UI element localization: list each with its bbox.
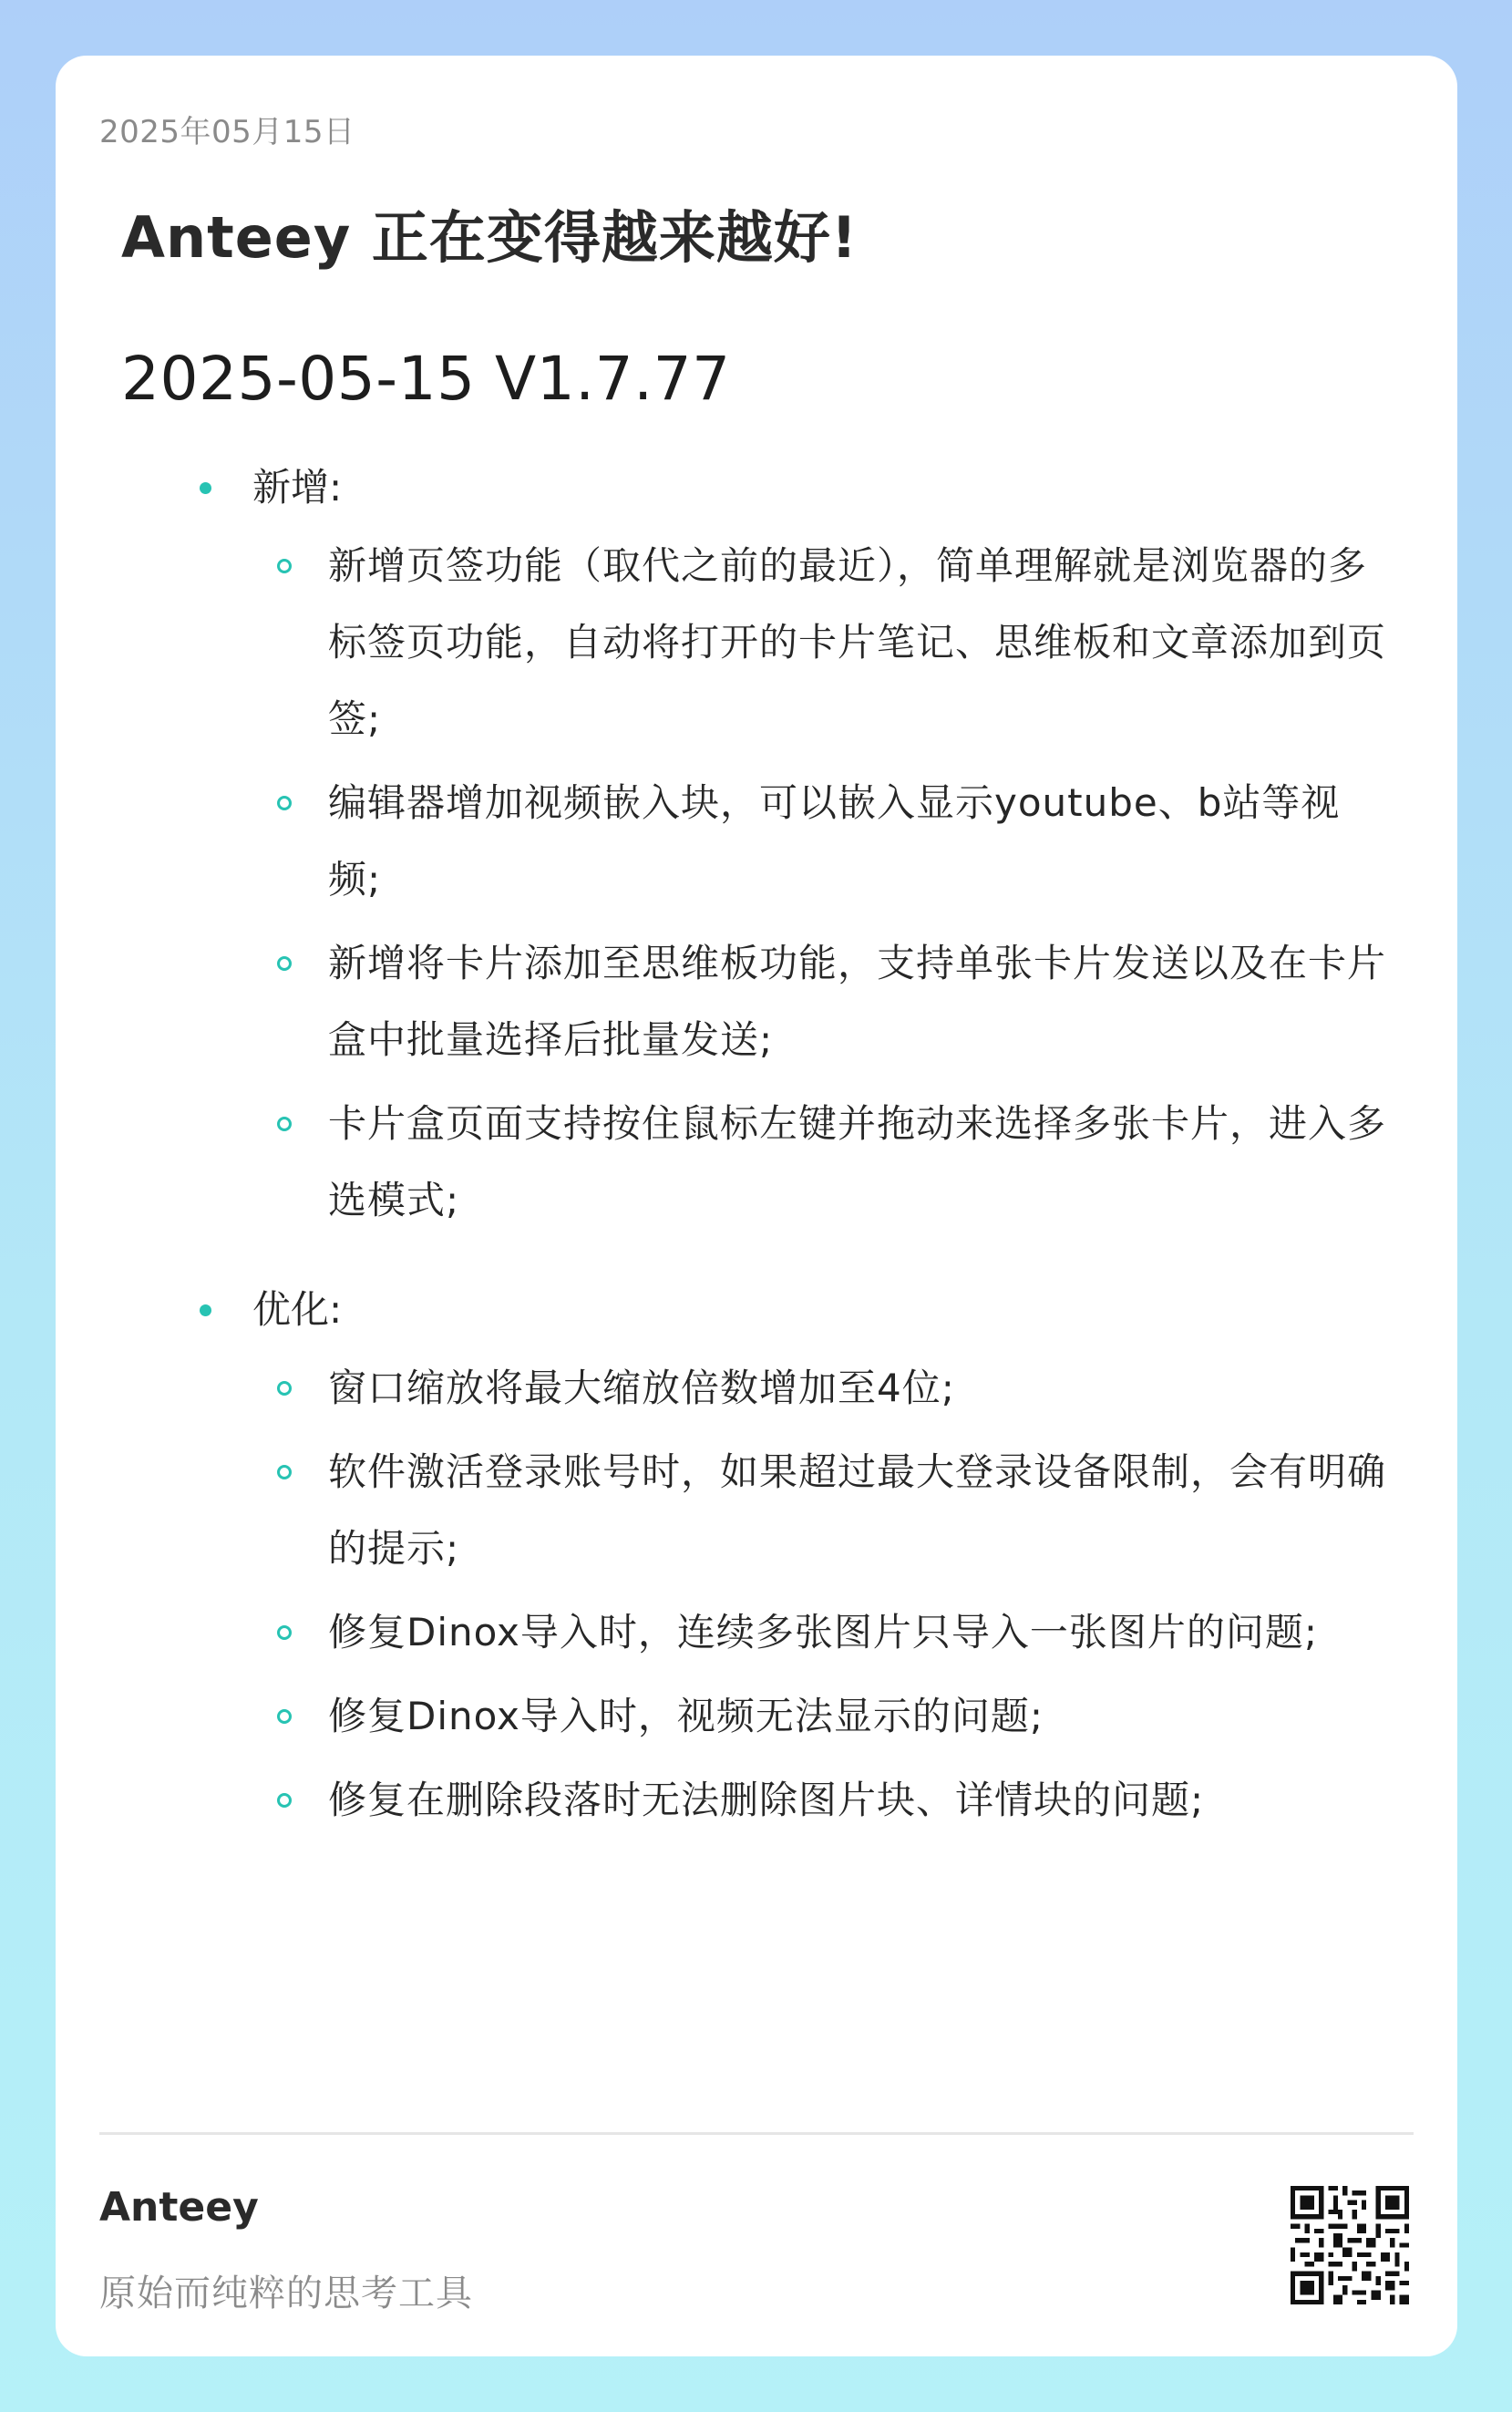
qr-code-icon[interactable] bbox=[1291, 2186, 1409, 2304]
bullet-disc-icon bbox=[200, 482, 211, 494]
list-item-text: 修复在删除段落时无法删除图片块、详情块的问题; bbox=[328, 1778, 1205, 1822]
list-item bbox=[121, 925, 1415, 1078]
page-title: Anteey 正在变得越来越好! bbox=[121, 204, 859, 271]
bullet-disc-icon bbox=[200, 1304, 211, 1316]
bullet-circle-icon bbox=[277, 559, 292, 573]
post-date: 2025年05月15日 bbox=[99, 114, 355, 150]
list-item bbox=[121, 1678, 1415, 1755]
list-item bbox=[121, 765, 1415, 918]
bullet-circle-icon bbox=[277, 796, 292, 810]
list-item-text: 卡片盒页面支持按住鼠标左键并拖动来选择多张卡片，进入多选模式; bbox=[328, 1101, 1387, 1222]
brand-tagline: 原始而纯粹的思考工具 bbox=[99, 2273, 473, 2314]
list-item-text: 窗口缩放将最大缩放倍数增加至4位; bbox=[328, 1366, 955, 1410]
list-item bbox=[121, 1594, 1415, 1671]
section-title: 优化: bbox=[252, 1287, 343, 1332]
changelog-content bbox=[121, 448, 1415, 1870]
list-item-text: 软件激活登录账号时，如果超过最大登录设备限制，会有明确的提示; bbox=[328, 1449, 1387, 1571]
version-heading: 2025-05-15 V1.7.77 bbox=[121, 344, 731, 414]
bullet-circle-icon bbox=[277, 1117, 292, 1131]
release-note-card bbox=[56, 56, 1457, 2356]
list-item-text: 修复Dinox导入时，连续多张图片只导入一张图片的问题; bbox=[328, 1610, 1319, 1654]
section-title: 新增: bbox=[252, 465, 343, 510]
bullet-circle-icon bbox=[277, 1793, 292, 1808]
change-list bbox=[121, 1350, 1415, 1839]
bullet-circle-icon bbox=[277, 1625, 292, 1640]
bullet-circle-icon bbox=[277, 956, 292, 971]
bullet-circle-icon bbox=[277, 1709, 292, 1724]
section-new bbox=[121, 448, 1415, 1239]
list-item bbox=[121, 1086, 1415, 1239]
section-heading bbox=[121, 1270, 1415, 1350]
list-item-text: 修复Dinox导入时，视频无法显示的问题; bbox=[328, 1694, 1044, 1738]
list-item bbox=[121, 528, 1415, 758]
list-item-text: 新增将卡片添加至思维板功能，支持单张卡片发送以及在卡片盒中批量选择后批量发送; bbox=[328, 941, 1387, 1062]
list-item bbox=[121, 1434, 1415, 1587]
list-item bbox=[121, 1762, 1415, 1839]
list-item-text: 新增页签功能（取代之前的最近），简单理解就是浏览器的多标签页功能，自动将打开的卡片笔记、思维板和文章添加到页签; bbox=[328, 543, 1387, 741]
footer-divider bbox=[99, 2132, 1414, 2135]
list-item bbox=[121, 1350, 1415, 1427]
list-item-text: 编辑器增加视频嵌入块，可以嵌入显示youtube、b站等视频; bbox=[328, 780, 1341, 902]
change-list bbox=[121, 528, 1415, 1239]
bullet-circle-icon bbox=[277, 1465, 292, 1479]
brand-name: Anteey bbox=[99, 2184, 259, 2231]
section-optimize bbox=[121, 1270, 1415, 1839]
section-heading bbox=[121, 448, 1415, 528]
bullet-circle-icon bbox=[277, 1381, 292, 1396]
